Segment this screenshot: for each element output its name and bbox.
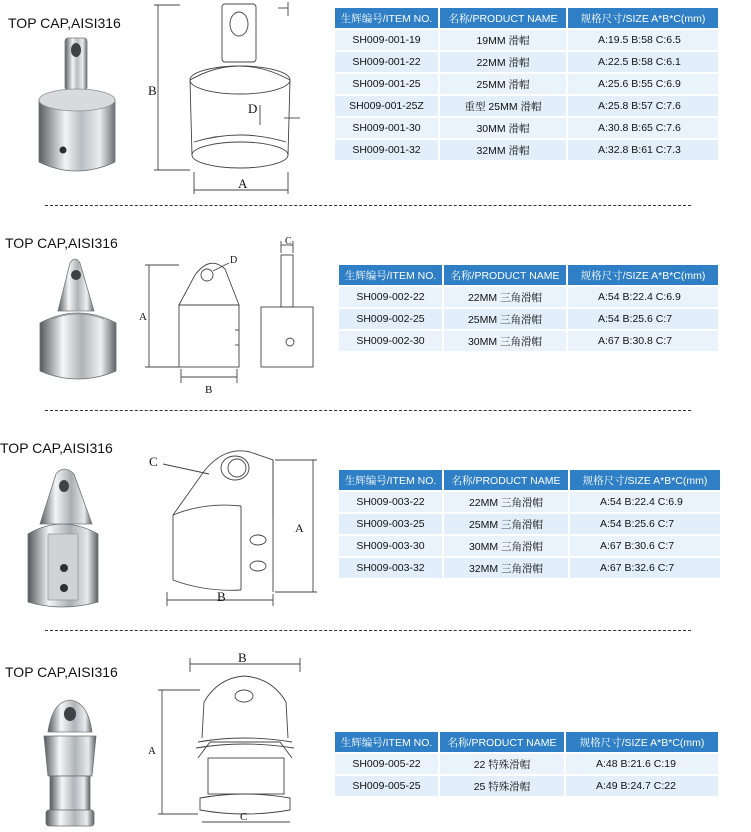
product-photo [30,253,130,383]
table-row [339,309,718,329]
cell-item-no: SH009-005-25 [335,776,438,796]
cell-item-no: SH009-001-25 [335,74,438,94]
cell-item-no: SH009-001-25Z [335,96,438,116]
cell-size: A:19.5 B:58 C:6.5 [568,30,718,50]
cell-size: A:32.8 B:61 C:7.3 [568,140,718,160]
cell-item-no: SH009-003-32 [339,558,442,578]
dim-label-a: A [238,176,248,191]
section-1 [0,0,751,205]
table-header-row [339,470,720,490]
spec-table [337,468,722,580]
cell-product-name: 19MM 滑帽 [440,30,566,50]
product-photo [25,30,145,180]
spec-table [333,730,720,798]
dim-label-b: B [148,83,157,98]
dim-label-c: C [149,454,158,469]
section-title: TOP CAP,AISI316 [5,235,118,251]
cell-product-name: 22MM 三角滑帽 [444,492,568,512]
table-row [339,514,720,534]
cell-product-name: 25MM 三角滑帽 [444,514,568,534]
dim-label-c: C [285,236,292,247]
header-item-no: 生辉编号/ITEM NO. [335,8,438,28]
cell-item-no: SH009-001-30 [335,118,438,138]
dim-label-c: C [240,811,248,823]
cell-item-no: SH009-005-22 [335,754,438,774]
cell-size: A:30.8 B:65 C:7.6 [568,118,718,138]
table-row [335,140,718,160]
table-row [339,287,718,307]
cell-size: A:25.8 B:57 C:7.6 [568,96,718,116]
product-photo [30,692,120,832]
table-row [339,536,720,556]
product-photo [22,462,122,612]
dim-label-d: D [230,255,238,266]
header-item-no: 生辉编号/ITEM NO. [339,470,442,490]
table-row [335,118,718,138]
header-item-no: 生辉编号/ITEM NO. [339,265,442,285]
cell-item-no: SH009-002-22 [339,287,442,307]
cell-product-name: 22MM 三角滑帽 [444,287,566,307]
table-header-row [335,732,718,752]
cell-item-no: SH009-003-25 [339,514,442,534]
header-size: 规格尺寸/SIZE A*B*C(mm) [568,265,718,285]
table-row [335,754,718,774]
cell-product-name: 32MM 三角滑帽 [444,558,568,578]
dim-label-a: A [139,311,147,323]
header-size: 规格尺寸/SIZE A*B*C(mm) [568,8,718,28]
section-title: TOP CAP,AISI316 [8,15,121,31]
table-row [339,331,718,351]
cell-product-name: 30MM 三角滑帽 [444,536,568,556]
cell-item-no: SH009-003-22 [339,492,442,512]
header-size: 规格尺寸/SIZE A*B*C(mm) [566,732,718,752]
section-divider [45,410,691,411]
cell-item-no: SH009-001-19 [335,30,438,50]
section-title: TOP CAP,AISI316 [0,440,113,456]
cell-item-no: SH009-002-30 [339,331,442,351]
section-divider [45,205,691,206]
cell-size: A:54 B:22.4 C:6.9 [570,492,720,512]
cell-product-name: 25MM 滑帽 [440,74,566,94]
cell-size: A:54 B:25.6 C:7 [568,309,718,329]
cell-item-no: SH009-002-25 [339,309,442,329]
section-3 [0,430,751,630]
technical-drawing [135,235,335,400]
header-size: 规格尺寸/SIZE A*B*C(mm) [570,470,720,490]
cell-size: A:67 B:30.6 C:7 [570,536,720,556]
technical-drawing [140,650,320,831]
cell-product-name: 22MM 滑帽 [440,52,566,72]
cell-product-name: 32MM 滑帽 [440,140,566,160]
spec-table [333,6,720,162]
cell-size: A:67 B:32.6 C:7 [570,558,720,578]
cell-size: A:25.6 B:55 C:6.9 [568,74,718,94]
table-row [335,776,718,796]
cell-size: A:22.5 B:58 C:6.1 [568,52,718,72]
header-item-no: 生辉编号/ITEM NO. [335,732,438,752]
cell-item-no: SH009-001-32 [335,140,438,160]
cell-size: A:49 B:24.7 C:22 [566,776,718,796]
header-product-name: 名称/PRODUCT NAME [444,470,568,490]
cell-product-name: 25 特殊滑帽 [440,776,564,796]
dim-label-d: D [248,101,258,116]
table-row [335,30,718,50]
dim-label-b: B [238,650,247,665]
dim-label-b: B [205,384,213,396]
table-row [335,74,718,94]
header-product-name: 名称/PRODUCT NAME [440,8,566,28]
table-row [339,492,720,512]
section-2 [0,225,751,410]
dim-label-b: B [217,589,226,604]
section-title: TOP CAP,AISI316 [5,664,118,680]
table-row [339,558,720,578]
cell-size: A:48 B:21.6 C:19 [566,754,718,774]
cell-size: A:54 B:25.6 C:7 [570,514,720,534]
cell-size: A:67 B:30.8 C:7 [568,331,718,351]
cell-item-no: SH009-001-22 [335,52,438,72]
section-divider [45,630,691,631]
dim-label-a: A [295,521,304,535]
table-header-row [335,8,718,28]
table-row [335,96,718,116]
cell-product-name: 重型 25MM 滑帽 [440,96,566,116]
technical-drawing [150,0,310,205]
dim-label-a: A [148,745,156,757]
header-product-name: 名称/PRODUCT NAME [444,265,566,285]
cell-product-name: 22 特殊滑帽 [440,754,564,774]
cell-size: A:54 B:22.4 C:6.9 [568,287,718,307]
cell-product-name: 30MM 三角滑帽 [444,331,566,351]
section-4 [0,650,751,831]
spec-table [337,263,720,353]
header-product-name: 名称/PRODUCT NAME [440,732,564,752]
table-row [335,52,718,72]
technical-drawing [145,440,325,620]
cell-item-no: SH009-003-30 [339,536,442,556]
cell-product-name: 30MM 滑帽 [440,118,566,138]
cell-product-name: 25MM 三角滑帽 [444,309,566,329]
table-header-row [339,265,718,285]
